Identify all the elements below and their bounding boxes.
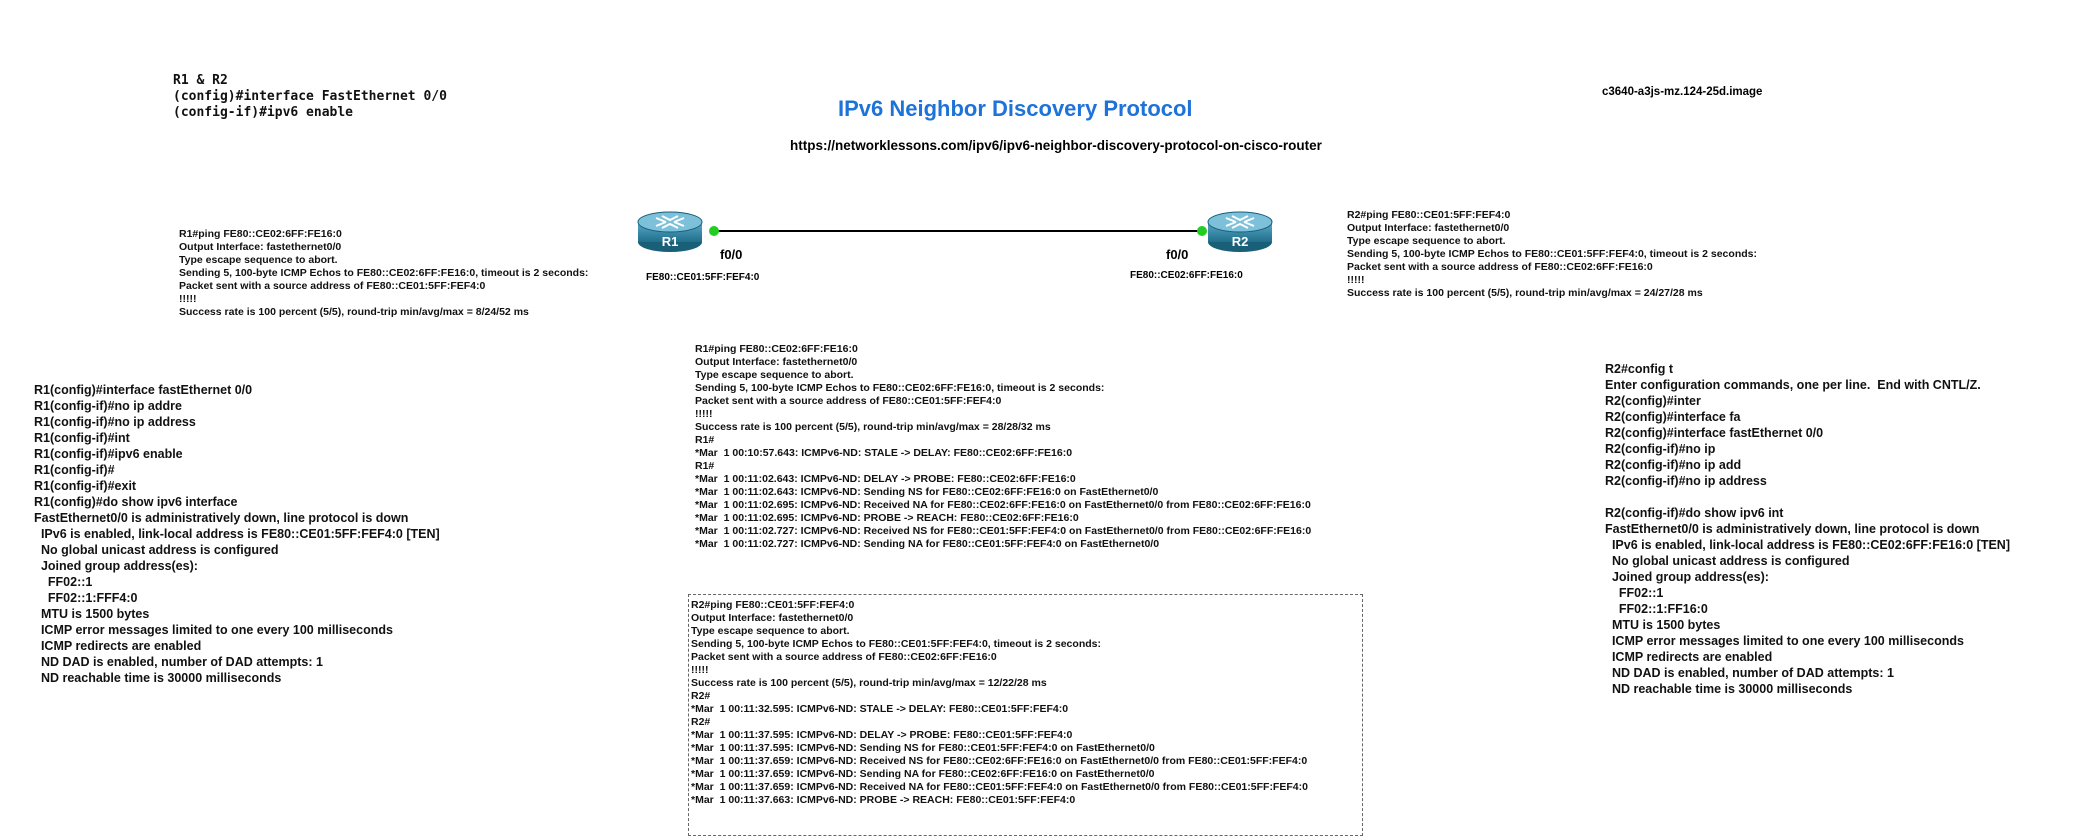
r2-port-label: f0/0	[1166, 247, 1189, 262]
page-title: IPv6 Neighbor Discovery Protocol	[838, 96, 1193, 121]
r2-link-local-address: FE80::CE02:6FF:FE16:0	[1130, 270, 1243, 281]
r2-ping-output: R2#ping FE80::CE01:5FF:FEF4:0 Output Interface: fastethernet0/0 Type escape sequence to abort. Sending 5, 100-byte ICMP Echos to FE80::CE01:5FF:FEF4:0, timeout is 2 seconds: Packet sent with a source address of FE80::CE02:6FF:FE16:0 !!!!! Success rate is 100 percent (5/5), round-trip min/avg/max = 24/27/28 ms	[1347, 209, 1757, 299]
r1-debug-output: R1#ping FE80::CE02:6FF:FE16:0 Output Interface: fastethernet0/0 Type escape sequence to abort. Sending 5, 100-byte ICMP Echos to FE80::CE02:6FF:FE16:0, timeout is 2 seconds: Packet sent with a source address of FE80::CE01:5FF:FEF4:0 !!!!! Success rate is 100 percent (5/5), round-trip min/avg/max = 28/28/32 ms R1# *Mar 1 00:10:57.643: ICMPv6-ND: STALE -> DELAY: FE80::CE02:6FF:FE16:0 R1# *Mar 1 00:11:02.643: ICMPv6-ND: DELAY -> PROBE: FE80::CE02:6FF:FE16:0 *Mar 1 00:11:02.643: ICMPv6-ND: Sending NS for FE80::CE02:6FF:FE16:0 on FastEthernet0/0 *Mar 1 00:11:02.695: ICMPv6-ND: Received NA for FE80::CE02:6FF:FE16:0 on FastEthernet0/0 from FE80::CE02:6FF:FE16:0 *Mar 1 00:11:02.695: ICMPv6-ND: PROBE -> REACH: FE80::CE02:6FF:FE16:0 *Mar 1 00:11:02.727: ICMPv6-ND: Received NS for FE80::CE01:5FF:FEF4:0 on FastEthernet0/0 from FE80::CE02:6FF:FE16:0 *Mar 1 00:11:02.727: ICMPv6-ND: Sending NA for FE80::CE01:5FF:FEF4:0 on FastEthernet0/0	[695, 343, 1312, 550]
r1-link-endpoint	[709, 226, 719, 236]
r1-link-local-address: FE80::CE01:5FF:FEF4:0	[646, 272, 760, 283]
r2-config-output: R2#config t Enter configuration commands, one per line. End with CNTL/Z. R2(config)#inter R2(config)#interface fa R2(config)#interface fastEthernet 0/0 R2(config-if)#no ip R2(config-if)#no ip add R2(config-if)#no ip address R2(config-if)#do show ipv6 int FastEthernet0/0 is administratively down, line protocol is down IPv6 is enabled, link-local address is FE80::CE02:6FF:FE16:0 [TEN] No global unicast address is configured Joined group address(es): FF02::1 FF02::1:FF16:0 MTU is 1500 bytes ICMP error messages limited to one every 100 milliseconds ICMP redirects are enabled ND DAD is enabled, number of DAD attempts: 1 ND reachable time is 30000 milliseconds	[1605, 362, 2010, 696]
ios-image-name: c3640-a3js-mz.124-25d.image	[1602, 86, 1763, 98]
r1-config-output: R1(config)#interface fastEthernet 0/0 R1(config-if)#no ip addre R1(config-if)#no ip address R1(config-if)#int R1(config-if)#ipv6 enable R1(config-if)# R1(config-if)#exit R1(config)#do show ipv6 interface FastEthernet0/0 is administratively down, line protocol is down IPv6 is enabled, link-local address is FE80::CE01:5FF:FEF4:0 [TEN] No global unicast address is configured Joined group address(es): FF02::1 FF02::1:FFF4:0 MTU is 1500 bytes ICMP error messages limited to one every 100 milliseconds ICMP redirects are enabled ND DAD is enabled, number of DAD attempts: 1 ND reachable time is 30000 milliseconds	[34, 383, 440, 685]
r2-link-endpoint	[1197, 226, 1207, 236]
config-header: R1 & R2 (config)#interface FastEthernet 0/0 (config-if)#ipv6 enable	[173, 73, 447, 120]
router-r2-label: R2	[1231, 234, 1249, 249]
source-url: https://networklessons.com/ipv6/ipv6-neighbor-discovery-protocol-on-cisco-router	[790, 138, 1322, 153]
r1-ping-output: R1#ping FE80::CE02:6FF:FE16:0 Output Interface: fastethernet0/0 Type escape sequence to abort. Sending 5, 100-byte ICMP Echos to FE80::CE02:6FF:FE16:0, timeout is 2 seconds: Packet sent with a source address of FE80::CE01:5FF:FEF4:0 !!!!! Success rate is 100 percent (5/5), round-trip min/avg/max = 8/24/52 ms	[179, 228, 589, 318]
r2-debug-output: R2#ping FE80::CE01:5FF:FEF4:0 Output Interface: fastethernet0/0 Type escape sequence to abort. Sending 5, 100-byte ICMP Echos to FE80::CE01:5FF:FEF4:0, timeout is 2 seconds: Packet sent with a source address of FE80::CE02:6FF:FE16:0 !!!!! Success rate is 100 percent (5/5), round-trip min/avg/max = 12/22/28 ms R2# *Mar 1 00:11:32.595: ICMPv6-ND: STALE -> DELAY: FE80::CE01:5FF:FEF4:0 R2# *Mar 1 00:11:37.595: ICMPv6-ND: DELAY -> PROBE: FE80::CE01:5FF:FEF4:0 *Mar 1 00:11:37.595: ICMPv6-ND: Sending NS for FE80::CE01:5FF:FEF4:0 on FastEthernet0/0 *Mar 1 00:11:37.659: ICMPv6-ND: Received NS for FE80::CE02:6FF:FE16:0 on FastEthernet0/0 from FE80::CE01:5FF:FEF4:0 *Mar 1 00:11:37.659: ICMPv6-ND: Sending NA for FE80::CE02:6FF:FE16:0 on FastEthernet0/0 *Mar 1 00:11:37.659: ICMPv6-ND: Received NA for FE80::CE01:5FF:FEF4:0 on FastEthernet0/0 from FE80::CE01:5FF:FEF4:0 *Mar 1 00:11:37.663: ICMPv6-ND: PROBE -> REACH: FE80::CE01:5FF:FEF4:0	[691, 599, 1308, 806]
router-r1-label: R1	[661, 234, 679, 249]
r1-port-label: f0/0	[720, 247, 743, 262]
